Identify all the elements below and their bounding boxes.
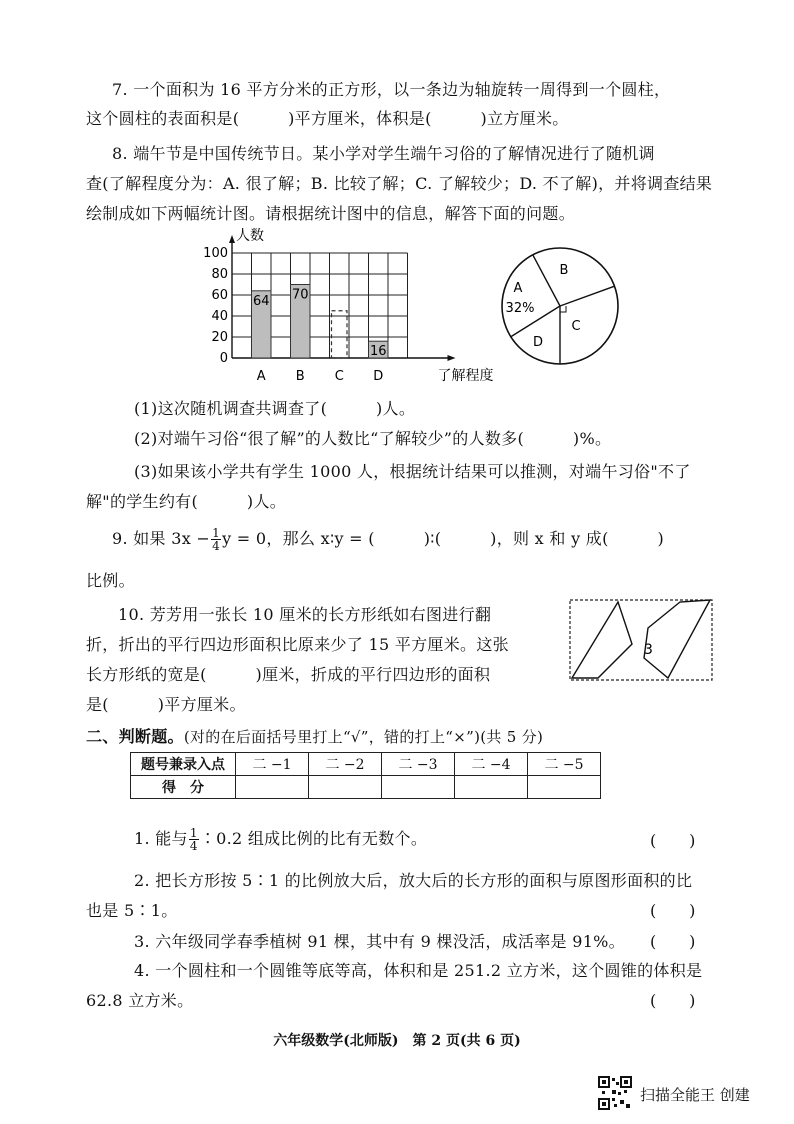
y-axis-arrow (229, 235, 235, 243)
y-tick-label: 60 (211, 288, 228, 303)
q8-sub3-line2: 解"的学生约有( )人。 (86, 492, 287, 511)
x-axis-arrow (448, 355, 456, 361)
judge-1-prefix: 1. 能与 (134, 829, 188, 848)
fold-figure (568, 598, 714, 682)
data-label: 64 (252, 293, 270, 309)
judge-2-answer-paren[interactable]: ( ) (650, 901, 696, 920)
q8-line3: 绘制成如下两幅统计图。请根据统计图中的信息，解答下面的问题。 (86, 204, 576, 223)
q7-line2: 这个圆柱的表面积是( )平方厘米，体积是( )立方厘米。 (86, 109, 569, 128)
fold-figure-label: 3 (644, 642, 653, 658)
score-table-header: 题号兼录入点 (131, 753, 236, 776)
x-tick-label: D (373, 369, 384, 384)
pie-slice-label: A (513, 281, 523, 296)
judge-2-line1: 2. 把长方形按 5∶1 的比例放大后，放大后的长方形的面积与原图形面积的比 (134, 871, 693, 890)
q9-fraction (211, 527, 221, 552)
judge-1 (134, 826, 427, 852)
bar-chart (190, 226, 494, 386)
pie-slice-divider (560, 286, 615, 306)
q9-frac-den: 4 (212, 539, 221, 553)
pie-chart (498, 244, 622, 368)
q8-line2: 查(了解程度分为：A. 很了解；B. 比较了解；C. 了解较少；D. 不了解)，并将调查结果 (86, 174, 713, 193)
judge-4-line2: 62.8 立方米。 (86, 991, 194, 1010)
section2-instruction: (对的在后面括号里打上“√”，错的打上“×”)(共 5 分) (183, 728, 544, 746)
y-tick-label: 40 (211, 309, 228, 324)
q8-line1: 8. 端午节是中国传统节日。某小学对学生端午习俗的了解情况进行了随机调 (112, 144, 655, 163)
section2-title: 二、判断题。 (86, 727, 184, 746)
q7-line1: 7. 一个面积为 16 平方分米的正方形，以一条边为轴旋转一周得到一个圆柱， (112, 80, 671, 99)
q10-line3: 长方形纸的宽是( )厘米，折成的平行四边形的面积 (86, 665, 491, 684)
judge-1-suffix: ∶0.2 组成比例的比有无数个。 (199, 829, 428, 848)
judge-4-line1: 4. 一个圆柱和一个圆锥等底等高，体积和是 251.2 立方米，这个圆锥的体积是 (134, 961, 703, 980)
q10-line1: 10. 芳芳用一张长 10 厘米的长方形纸如右图进行翻 (118, 605, 492, 624)
q9-line1 (112, 526, 664, 552)
q8-sub3-line1: (3)如果该小学共有学生 1000 人，根据统计结果可以推测，对端午习俗"不了 (134, 462, 691, 481)
score-table-header-row (131, 753, 601, 776)
pie-slice-label: C (571, 319, 581, 334)
y-tick-label: 20 (211, 330, 228, 345)
y-tick-label: 80 (211, 267, 228, 282)
q9-suffix: y = 0，那么 x∶y = ( )∶( )，则 x 和 y 成( ) (222, 529, 665, 548)
score-table-header: 二 −1 (236, 753, 309, 776)
score-table-header: 二 −3 (382, 753, 455, 776)
score-table-header: 二 −5 (528, 753, 601, 776)
data-label: 70 (291, 287, 309, 303)
y-axis-label: 人数 (236, 228, 264, 244)
pie-slice-value: 32% (505, 301, 535, 316)
section2-heading (86, 724, 543, 747)
score-table-score-row (131, 776, 601, 799)
judge-3-answer-paren[interactable]: ( ) (650, 932, 696, 951)
y-tick-label: 0 (219, 351, 228, 366)
score-table-row-label: 得 分 (131, 776, 236, 799)
page-footer: 六年级数学(北师版) 第 2 页(共 6 页) (273, 1033, 521, 1049)
judge-1-frac-den: 4 (189, 839, 198, 853)
qr-code-icon (598, 1076, 632, 1110)
score-cell[interactable] (236, 776, 309, 799)
q8-sub1: (1)这次随机调查共调查了( )人。 (134, 399, 416, 418)
q10-line2: 折，折出的平行四边形面积比原来少了 15 平方厘米。这张 (86, 635, 509, 654)
judge-1-frac-num: 1 (189, 826, 198, 840)
q8-sub2: (2)对端午习俗“很了解”的人数比“了解较少”的人数多( )%。 (134, 429, 612, 448)
q10-line4: 是( )平方厘米。 (86, 695, 246, 714)
score-table-header: 二 −4 (455, 753, 528, 776)
pie-slice-divider (533, 255, 560, 306)
score-cell[interactable] (309, 776, 382, 799)
judge-2-line2: 也是 5∶1。 (86, 901, 178, 920)
x-axis-label: 了解程度 (437, 368, 494, 384)
score-cell[interactable] (528, 776, 601, 799)
judge-3: 3. 六年级同学春季植树 91 棵，其中有 9 棵没活，成活率是 91%。 (134, 932, 625, 951)
x-tick-label: B (295, 369, 305, 384)
bar-chart-labels (203, 227, 493, 384)
score-cell[interactable] (382, 776, 455, 799)
q9-line2: 比例。 (86, 571, 135, 590)
score-table-header: 二 −2 (309, 753, 382, 776)
judge-1-fraction (189, 827, 199, 852)
x-tick-label: A (256, 369, 266, 384)
data-label: 16 (369, 344, 387, 360)
judge-1-answer-paren[interactable]: ( ) (650, 831, 696, 850)
x-tick-label: C (334, 369, 344, 384)
bar-blank (332, 311, 348, 358)
pie-slice-label: D (532, 335, 544, 350)
pie-slice-label: B (559, 263, 569, 278)
q9-prefix: 9. 如果 3x − (112, 529, 211, 548)
right-angle-mark (560, 306, 566, 312)
judge-4-answer-paren[interactable]: ( ) (650, 991, 696, 1010)
y-tick-label: 100 (203, 246, 228, 261)
scanner-badge-text: 扫描全能王 创建 (640, 1086, 750, 1104)
bar-chart-bars (252, 285, 389, 359)
score-cell[interactable] (455, 776, 528, 799)
q9-frac-num: 1 (212, 526, 221, 540)
score-table (130, 752, 601, 799)
